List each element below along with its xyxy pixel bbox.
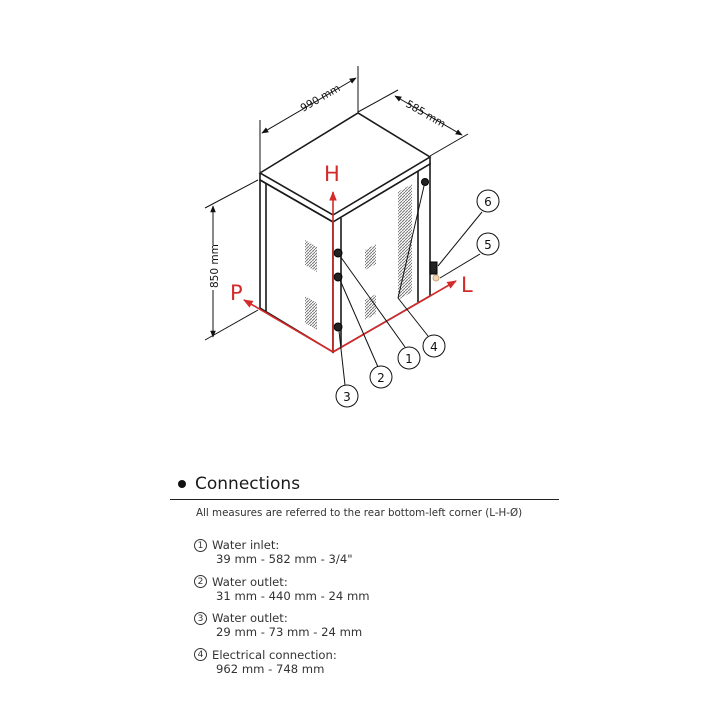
bullet-icon	[178, 480, 186, 488]
axis-label-l: L	[461, 273, 473, 297]
callout-5	[477, 233, 499, 255]
connection-label: Electrical connection:	[212, 647, 337, 662]
svg-text:1: 1	[405, 352, 413, 366]
axis-label-h: H	[324, 162, 340, 186]
connection-value: 31 mm - 440 mm - 24 mm	[216, 588, 370, 603]
connection-label: Water outlet:	[212, 574, 288, 589]
connection-value: 39 mm - 582 mm - 3/4"	[216, 552, 353, 566]
height-dimension-label: 850 mm	[209, 244, 221, 288]
svg-text:3: 3	[343, 390, 351, 404]
connections-heading	[178, 474, 300, 494]
axis-label-p: P	[230, 281, 243, 305]
connection-value: 29 mm - 73 mm - 24 mm	[216, 625, 363, 639]
callout-2	[370, 366, 392, 388]
svg-text:4: 4	[430, 340, 438, 354]
number-1-icon: 1	[194, 539, 207, 552]
connection-item-electrical	[194, 648, 370, 676]
connection-label: Water outlet:	[212, 611, 288, 625]
number-3-icon: 3	[194, 612, 207, 625]
connection-item-water-outlet-2	[194, 611, 370, 639]
heading-divider	[170, 499, 559, 500]
number-4-icon: 4	[194, 648, 207, 661]
connection-label: Water inlet:	[212, 538, 280, 552]
callout-4	[423, 335, 445, 357]
connection-item-water-inlet	[194, 538, 370, 566]
connections-title: Connections	[195, 474, 301, 494]
connection-item-water-outlet-1	[194, 575, 370, 603]
callout-6	[477, 190, 499, 212]
connections-subtitle: All measures are referred to the rear bottom-left corner (L-H-Ø)	[196, 507, 523, 519]
svg-text:2: 2	[377, 371, 385, 385]
callout-3	[336, 385, 358, 407]
number-2-icon: 2	[194, 575, 207, 588]
callout-1	[398, 347, 420, 369]
connections-list	[194, 538, 370, 684]
depth-dimension-label: 585 mm	[403, 98, 448, 131]
width-dimension-label: 990 mm	[298, 82, 343, 115]
connection-value: 962 mm - 748 mm	[216, 661, 325, 676]
svg-text:6: 6	[484, 195, 492, 209]
svg-text:5: 5	[484, 238, 492, 252]
